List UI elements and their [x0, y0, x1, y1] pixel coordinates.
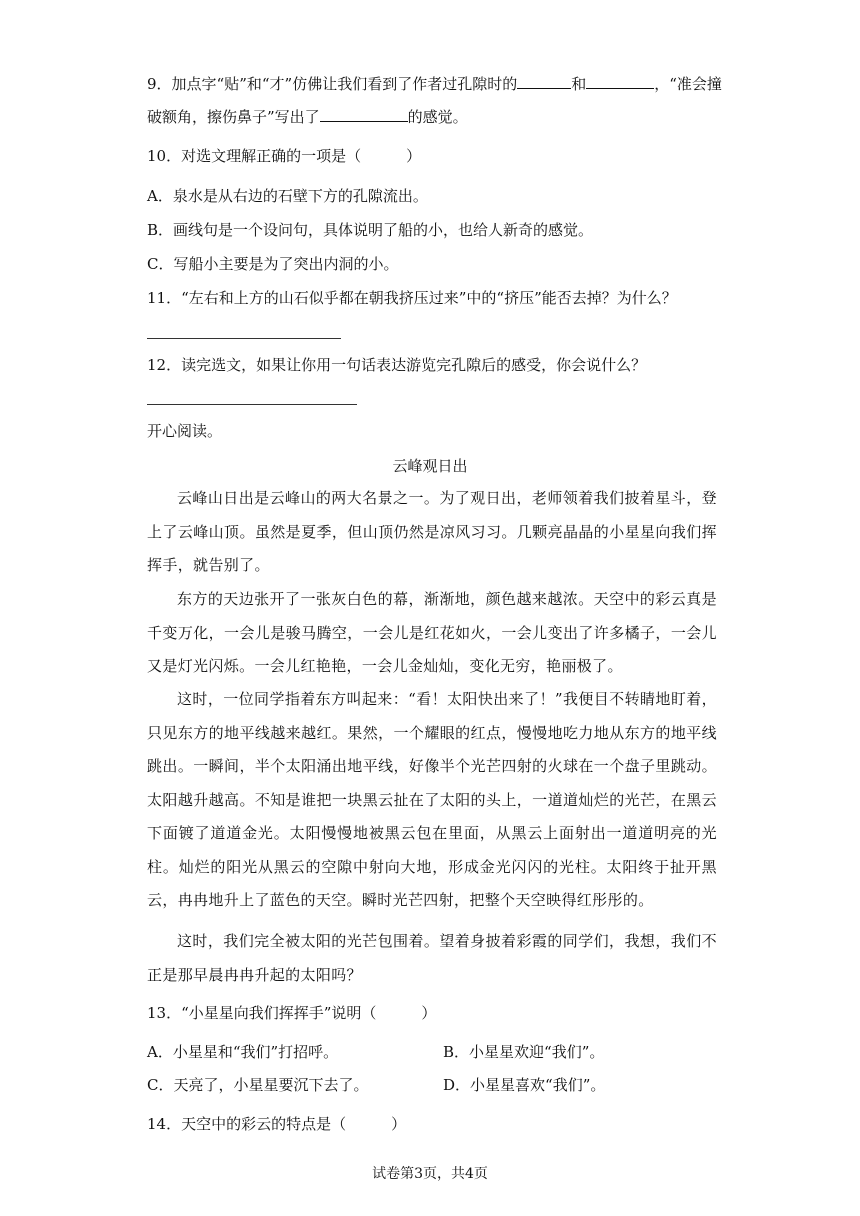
q12-answer-line[interactable] — [147, 404, 357, 405]
q10-option-c[interactable]: C．写船小主要是为了突出内洞的小。 — [147, 255, 399, 273]
question-9-line-1 — [147, 74, 722, 94]
q13-option-c[interactable]: C．天亮了，小星星要沉下去了。 — [147, 1076, 369, 1094]
question-11-stem: 11．“左右和上方的山石似乎都在朝我挤压过来”中的“挤压”能否去掉？为什么？ — [147, 289, 677, 307]
article-paragraph-1: 云峰山日出是云峰山的两大名景之一。为了观日出，老师领着我们披着星斗，登上了云峰山顶。虽然是夏季，但山顶仍然是凉风习习。几颗亮晶晶的小星星向我们挥挥手，就告别了。 — [147, 489, 717, 574]
q9-blank-3[interactable] — [320, 107, 408, 122]
question-14-stem: 14．天空中的彩云的特点是（ ） — [147, 1115, 407, 1133]
q9-text-e: 的感觉。 — [407, 108, 468, 126]
q9-text-d: 破额角，擦伤鼻子”写出了 — [147, 108, 320, 126]
section-label: 开心阅读。 — [147, 422, 223, 440]
article-paragraph-2: 东方的天边张开了一张灰白色的幕，渐渐地，颜色越来越浓。天空中的彩云真是千变万化，一会儿是骏马腾空，一会儿是红花如火，一会儿变出了许多橘子，一会儿又是灯光闪烁。一会儿红艳艳，一会儿金灿灿，变化无穷，艳丽极了。 — [147, 590, 717, 675]
q9-text-b: 和 — [571, 75, 587, 93]
question-9-line-2 — [147, 107, 468, 127]
article-paragraph-3: 这时，一位同学指着东方叫起来：“看！太阳快出来了！”我便目不转睛地盯着，只见东方的地平线越来越红。果然，一个耀眼的红点，慢慢地吃力地从东方的地平线跳出。一瞬间，半个太阳涌出地平线，好像半个光芒四射的火球在一个盘子里跳动。太阳越升越高。不知是谁把一块黑云扯在了太阳的头上，一道道灿烂的光芒，在黑云下面镀了道道金光。太阳慢慢地被黑云包在里面，从黑云上面射出一道道明亮的光柱。灿烂的阳光从黑云的空隙中射向大地，形成金光闪闪的光柱。太阳终于扯开黑云，冉冉地升上了蓝色的天空。瞬时光芒四射，把整个天空映得红彤彤的。 — [147, 690, 717, 909]
question-12-stem: 12．读完选文，如果让你用一句话表达游览完孔隙后的感受，你会说什么？ — [147, 356, 647, 374]
question-13-stem: 13．“小星星向我们挥挥手”说明（ ） — [147, 1004, 437, 1022]
q9-text-c: ，“准会撞 — [654, 75, 722, 93]
q13-option-b[interactable]: B．小星星欢迎“我们”。 — [443, 1043, 605, 1061]
q9-blank-1[interactable] — [517, 74, 571, 89]
q9-text-a: 9．加点字“贴”和“才”仿佛让我们看到了作者过孔隙时的 — [147, 75, 518, 93]
q13-option-a[interactable]: A．小星星和“我们”打招呼。 — [147, 1043, 339, 1061]
article-title: 云峰观日出 — [392, 457, 468, 475]
page-footer: 试卷第3页，共4页 — [372, 1166, 488, 1182]
article-paragraph-4: 这时，我们完全被太阳的光芒包围着。望着身披着彩霞的同学们，我想，我们不正是那早晨冉冉升起的太阳吗？ — [147, 932, 717, 984]
q13-option-d[interactable]: D．小星星喜欢“我们”。 — [443, 1076, 606, 1094]
q10-option-a[interactable]: A．泉水是从右边的石壁下方的孔隙流出。 — [147, 187, 428, 205]
question-10-stem: 10．对选文理解正确的一项是（ ） — [147, 147, 422, 165]
q9-blank-2[interactable] — [586, 74, 654, 89]
q11-answer-line[interactable] — [147, 338, 341, 339]
q10-option-b[interactable]: B．画线句是一个设问句，具体说明了船的小，也给人新奇的感觉。 — [147, 221, 594, 239]
